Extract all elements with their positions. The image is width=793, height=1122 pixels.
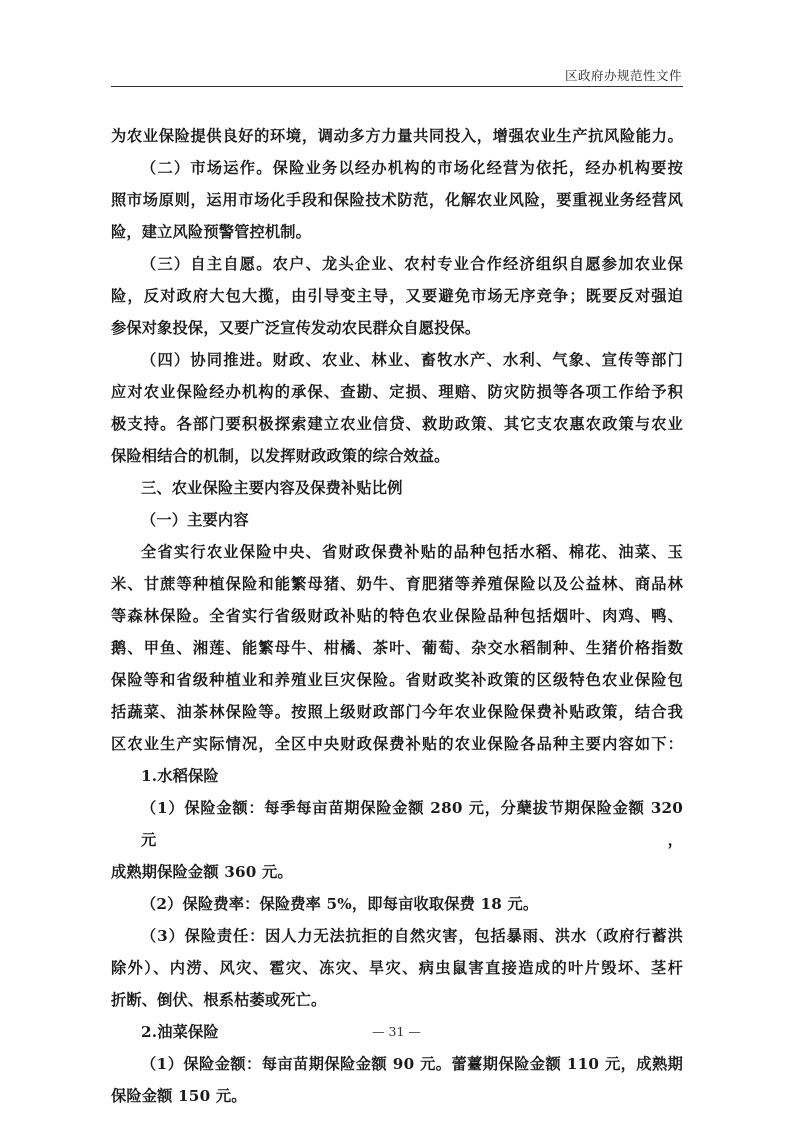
text-line: 成熟期保险金额 360 元。 bbox=[111, 863, 293, 881]
text-line: 应对农业保险经办机构的承保、查勘、定损、理赔、防灾防损等各项工作给予积 bbox=[111, 383, 683, 401]
text-line: （三）自主自愿。农户、龙头企业、农村专业合作经济组织自愿参加农业保 bbox=[141, 255, 683, 273]
text-line: 参保对象投保，又要广泛宣传发动农民群众自愿投保。 bbox=[111, 319, 481, 337]
text-line: 为农业保险提供良好的环境，调动多方力量共同投入，增强农业生产抗风险能力。 bbox=[111, 127, 683, 145]
header-rule bbox=[111, 86, 683, 87]
text-line: 险，反对政府大包大揽，由引导变主导，又要避免市场无序竞争；既要反对强迫 bbox=[111, 287, 683, 305]
text-line: 2.油菜保险 bbox=[141, 1023, 219, 1041]
text-line: 鹅、甲鱼、湘莲、能繁母牛、柑橘、茶叶、葡萄、杂交水稻制种、生猪价格指数 bbox=[111, 639, 683, 657]
text-line: （3）保险责任：因人力无法抗拒的自然灾害，包括暴雨、洪水（政府行蓄洪 bbox=[141, 927, 683, 945]
text-line: 照市场原则，运用市场化手段和保险技术防范，化解农业风险，要重视业务经营风 bbox=[111, 191, 683, 209]
text-line: 全省实行农业保险中央、省财政保费补贴的品种包括水稻、棉花、油菜、玉 bbox=[141, 543, 683, 561]
text-line: （四）协同推进。财政、农业、林业、畜牧水产、水利、气象、宣传等部门 bbox=[141, 351, 683, 369]
document-body bbox=[111, 120, 683, 1112]
text-line: 除外）、内涝、风灾、雹灾、冻灾、旱灾、病虫鼠害直接造成的叶片毁坏、茎杆 bbox=[111, 959, 683, 977]
text-line: 保险等和省级种植业和养殖业巨灾保险。省财政奖补政策的区级特色农业保险包 bbox=[111, 671, 683, 689]
text-line: （二）市场运作。保险业务以经办机构的市场化经营为依托，经办机构要按 bbox=[141, 159, 683, 177]
text-line: 等森林保险。全省实行省级财政补贴的特色农业保险品种包括烟叶、肉鸡、鸭、 bbox=[111, 607, 683, 625]
text-line: 折断、倒伏、根系枯萎或死亡。 bbox=[111, 991, 327, 1009]
text-line: （1）保险金额：每亩苗期保险金额 90 元。蕾薹期保险金额 110 元，成熟期 bbox=[141, 1055, 683, 1073]
text-line: （一）主要内容 bbox=[141, 511, 249, 529]
text-line: 三、农业保险主要内容及保费补贴比例 bbox=[141, 479, 403, 497]
text-line: （2）保险费率：保险费率 5%，即每亩收取保费 18 元。 bbox=[141, 895, 539, 913]
text-line: 区农业生产实际情况，全区中央财政保费补贴的农业保险各品种主要内容如下： bbox=[111, 735, 683, 753]
text-line: 米、甘蔗等种植保险和能繁母猪、奶牛、育肥猪等养殖保险以及公益林、商品林 bbox=[111, 575, 683, 593]
text-line: 险，建立风险预警管控机制。 bbox=[111, 223, 312, 241]
page-number: — 31 — bbox=[372, 1024, 421, 1039]
text-line: 保险金额 150 元。 bbox=[111, 1087, 247, 1105]
header-doc-type: 区政府办规范性文件 bbox=[564, 68, 682, 83]
text-line: （1）保险金额：每季每亩苗期保险金额 280 元，分蘖拔节期保险金额 320 元， bbox=[141, 799, 683, 849]
text-line: 极支持。各部门要积极探索建立农业信贷、救助政策、其它支农惠农政策与农业 bbox=[111, 415, 683, 433]
text-line: 1.水稻保险 bbox=[141, 767, 219, 785]
text-line: 括蔬菜、油茶林保险等。按照上级财政部门今年农业保险保费补贴政策，结合我 bbox=[111, 703, 683, 721]
text-line: 保险相结合的机制，以发挥财政政策的综合效益。 bbox=[111, 447, 450, 465]
